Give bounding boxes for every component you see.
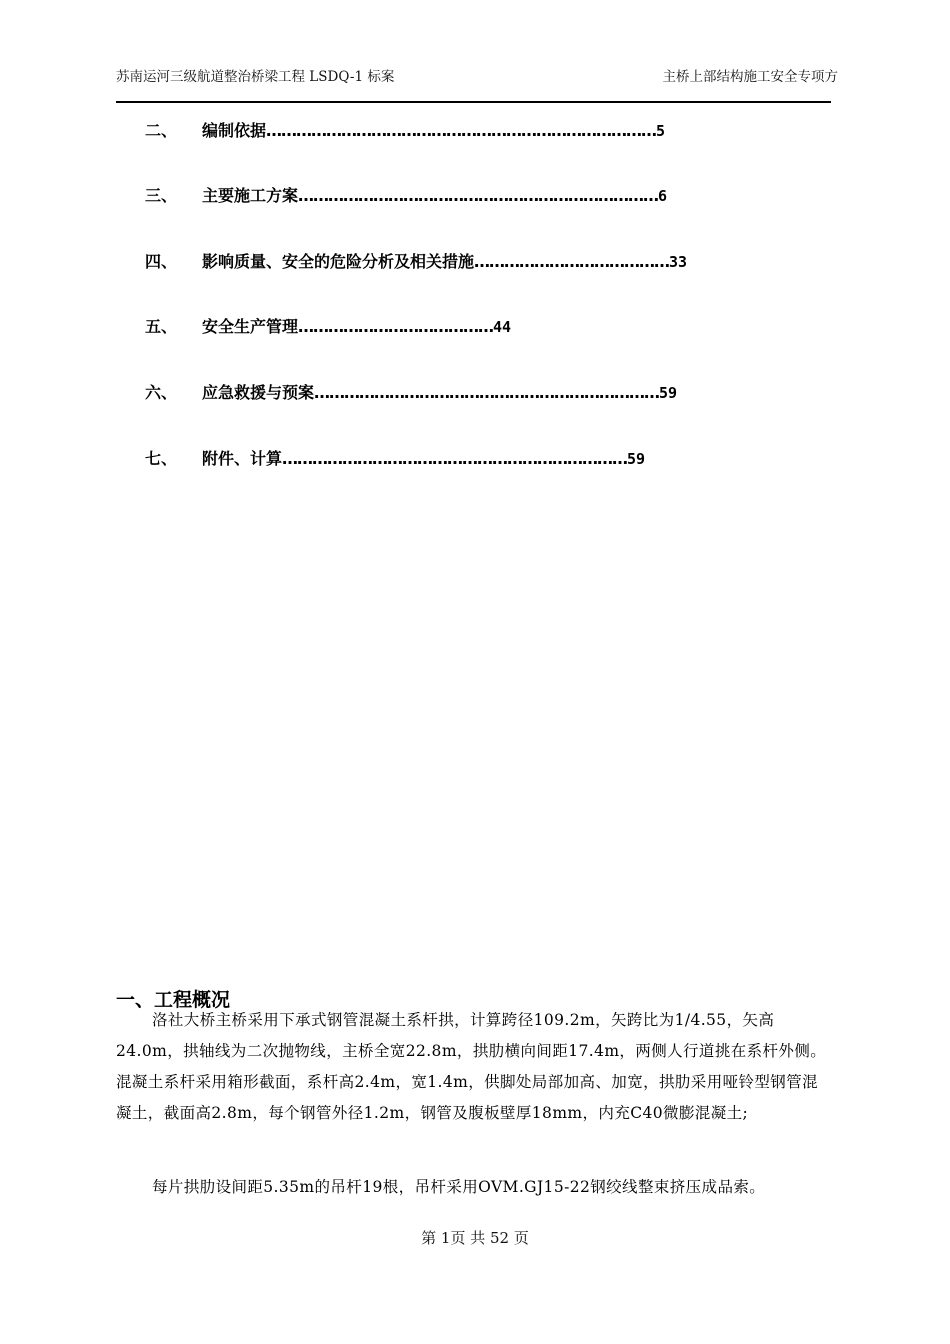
- toc-page-number: 33: [669, 253, 688, 271]
- toc-title: 编制依据: [202, 121, 267, 140]
- section-heading: 一、工程概况: [116, 989, 231, 1011]
- toc-leader: ……………………………………………………………………: [266, 121, 657, 140]
- paragraph-text: 洛社大桥主桥采用下承式钢管混凝土系杆拱，计算跨径109.2m，矢跨比为1/4.55，矢高24.0m，拱轴线为二次抛物线，主桥全宽22.8m，拱肋横向间距17.4m，两侧人行道挑在系杆外侧。混凝土系杆采用箱形截面，系杆高2.4m，宽1.4m，供脚处局部加高、加宽，拱肋采用哑铃型钢管混凝土，截面高2.8m，每个钢管外径1.2m，钢管及腹板壁厚18mm，内充C40微膨混凝土;: [116, 1011, 827, 1122]
- toc-leader: …………………………………: [474, 252, 670, 271]
- header-left-title: 苏南运河三级航道整治桥梁工程 LSDQ-1 标案: [116, 69, 395, 85]
- paragraph-text: 每片拱肋设间距5.35m的吊杆19根，吊杆采用OVM.GJ15-22钢绞线整束挤压成品索。: [152, 1178, 766, 1196]
- toc-number: 三、: [145, 186, 178, 205]
- toc-title: 应急救援与预案: [202, 383, 315, 402]
- toc-line: [202, 183, 667, 206]
- toc-number: 二、: [145, 121, 178, 140]
- toc-page-number: 59: [659, 384, 678, 402]
- toc-leader: ……………………………………………………………: [282, 449, 628, 468]
- toc-page-number: 5: [656, 122, 666, 140]
- toc-number: 四、: [145, 252, 178, 271]
- toc-line: [202, 118, 665, 141]
- toc-line: [202, 249, 687, 272]
- page-footer: 第 1页 共 52 页: [421, 1229, 529, 1247]
- header-right-title: 主桥上部结构施工安全专项方: [662, 69, 838, 85]
- toc-line: [202, 314, 511, 337]
- toc-title: 影响质量、安全的危险分析及相关措施: [202, 252, 475, 271]
- toc-line: [202, 446, 645, 469]
- toc-number: 五、: [145, 317, 178, 336]
- header-divider: [116, 101, 831, 103]
- toc-title: 主要施工方案: [202, 186, 299, 205]
- toc-number: 六、: [145, 383, 178, 402]
- toc-number: 七、: [145, 449, 178, 468]
- body-paragraph: [116, 1005, 831, 1129]
- toc-leader: ……………………………………………………………: [314, 383, 660, 402]
- toc-page-number: 6: [658, 187, 668, 205]
- toc-leader: ………………………………………………………………: [298, 186, 659, 205]
- body-paragraph: [116, 1172, 831, 1203]
- toc-page-number: 59: [627, 450, 646, 468]
- toc-leader: …………………………………: [298, 317, 494, 336]
- toc-title: 安全生产管理: [202, 317, 299, 336]
- toc-page-number: 44: [493, 318, 512, 336]
- toc-line: [202, 380, 677, 403]
- toc-title: 附件、计算: [202, 449, 283, 468]
